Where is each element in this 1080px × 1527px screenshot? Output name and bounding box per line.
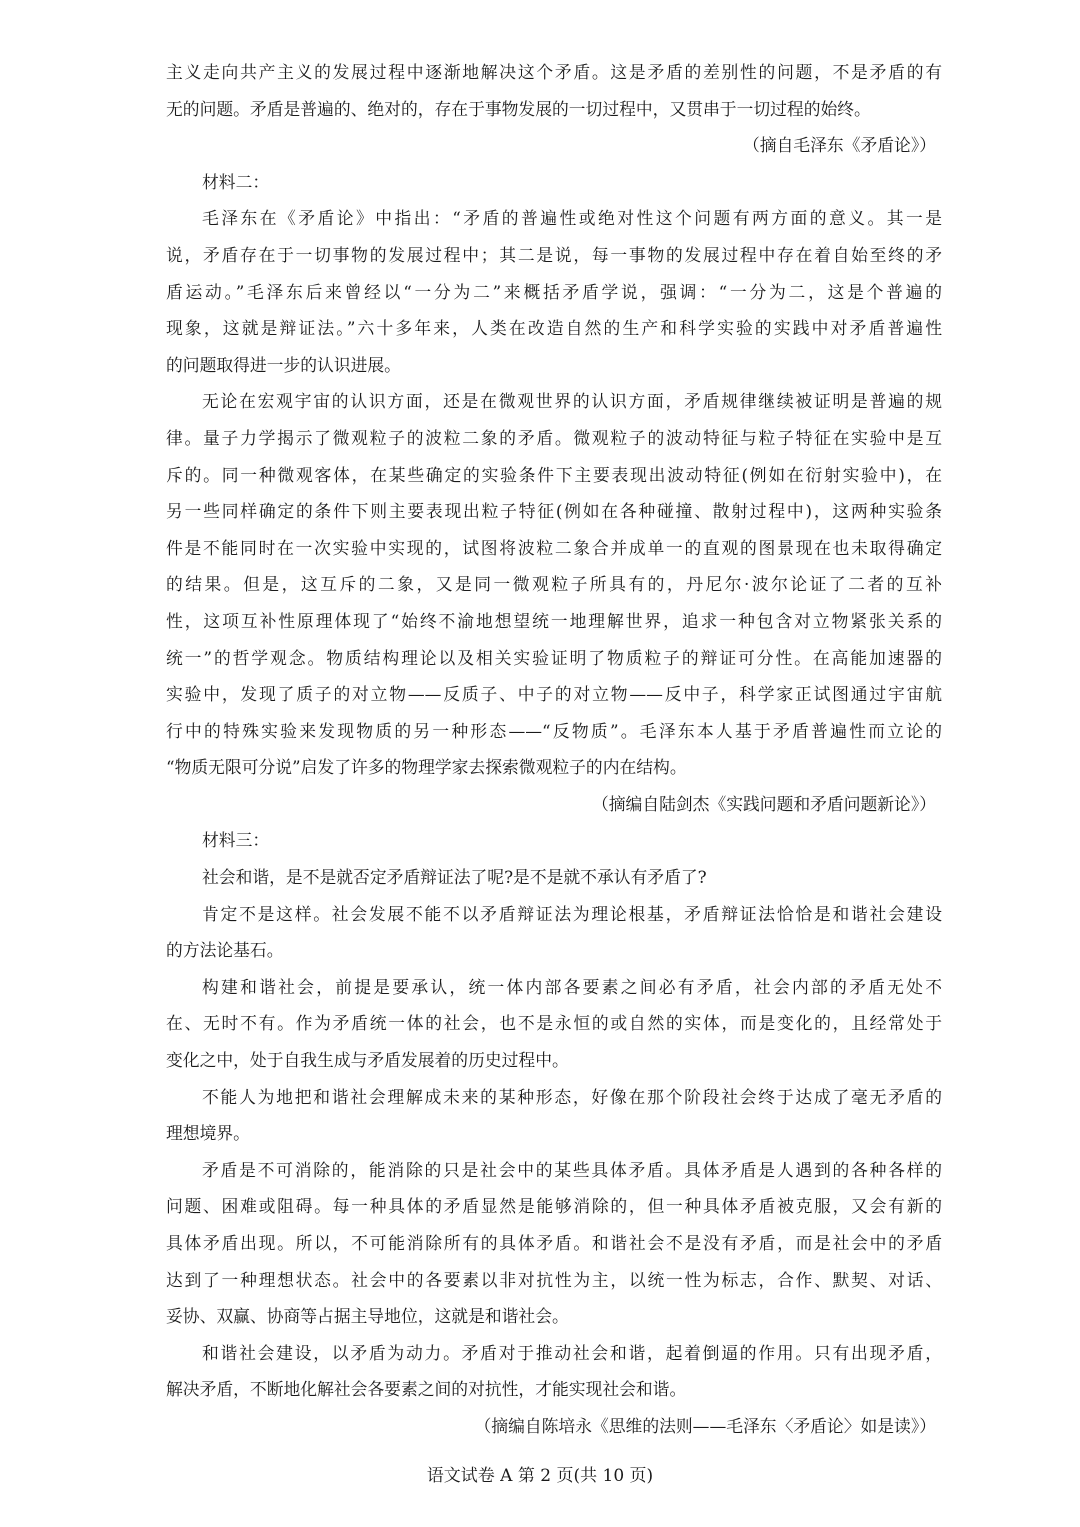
text-line: 行中的特殊实验来发现物质的另一种形态——“反物质”。毛泽东本人基于矛盾普遍性而立论的 (166, 720, 942, 741)
text-line: 性，这项互补性原理体现了“始终不渝地想望统一地理解世界，追求一种包含对立物紧张关系的 (166, 610, 942, 631)
text-line: 和谐社会建设，以矛盾为动力。矛盾对于推动社会和谐，起着倒逼的作用。只有出现矛盾， (202, 1342, 942, 1363)
text-line: 在、无时不有。作为矛盾统一体的社会，也不是永恒的或自然的实体，而是变化的，且经常处于 (166, 1013, 942, 1034)
page-footer: 语文试卷 A 第 2 页(共 10 页) (426, 1466, 654, 1486)
text-line: 无的问题。矛盾是普遍的、绝对的，存在于事物发展的一切过程中，又贯串于一切过程的始终。 (166, 98, 871, 119)
material-heading: 材料二： (202, 171, 270, 192)
material-heading: 材料三： (202, 830, 270, 851)
text-line: 解决矛盾，不断地化解社会各要素之间的对抗性，才能实现社会和谐。 (166, 1379, 687, 1400)
text-line: 斥的。同一种微观客体，在某些确定的实验条件下主要表现出波动特征(例如在衍射实验中)，在 (166, 464, 942, 485)
text-line: 统一”的哲学观念。物质结构理论以及相关实验证明了物质粒子的辩证可分性。在高能加速器的 (166, 647, 942, 668)
text-line: 肯定不是这样。社会发展不能不以矛盾辩证法为理论根基，矛盾辩证法恰恰是和谐社会建设 (202, 903, 942, 924)
text-line: 说，矛盾存在于一切事物的发展过程中；其二是说，每一事物的发展过程中存在着自始至终的矛 (166, 244, 942, 265)
text-line: 盾运动。”毛泽东后来曾经以“一分为二”来概括矛盾学说，强调：“一分为二，这是个普遍的 (166, 281, 942, 302)
text-line: “物质无限可分说”启发了许多的物理学家去探索微观粒子的内在结构。 (166, 757, 687, 778)
text-line: 变化之中，处于自我生成与矛盾发展着的历史过程中。 (166, 1050, 569, 1071)
source-citation: （摘编自陆剑杰《实践问题和矛盾问题新论》） (591, 793, 936, 814)
text-line: 主义走向共产主义的发展过程中逐渐地解决这个矛盾。这是矛盾的差别性的问题，不是矛盾的有 (166, 62, 942, 82)
text-line: 理想境界。 (166, 1123, 250, 1144)
text-line: 件是不能同时在一次实验中实现的，试图将波粒二象合并成单一的直观的图景现在也未取得确定 (166, 537, 942, 558)
text-line: 社会和谐，是不是就否定矛盾辩证法了呢?是不是就不承认有矛盾了? (202, 867, 707, 888)
text-line: 具体矛盾出现。所以，不可能消除所有的具体矛盾。和谐社会不是没有矛盾，而是社会中的矛盾 (166, 1233, 942, 1253)
text-line: 律。量子力学揭示了微观粒子的波粒二象的矛盾。微观粒子的波动特征与粒子特征在实验中是互 (166, 427, 942, 448)
text-line: 实验中，发现了质子的对立物——反质子、中子的对立物——反中子，科学家正试图通过宇宙航 (166, 684, 942, 705)
text-line: 现象，这就是辩证法。”六十多年来，人类在改造自然的生产和科学实验的实践中对矛盾普遍性 (166, 318, 942, 339)
source-citation: （摘自毛泽东《矛盾论》） (743, 135, 936, 156)
text-line: 妥协、双赢、协商等占据主导地位，这就是和谐社会。 (166, 1306, 569, 1327)
exam-page-body (166, 54, 942, 1445)
text-line: 不能人为地把和谐社会理解成未来的某种形态，好像在那个阶段社会终于达成了毫无矛盾的 (202, 1086, 942, 1107)
text-line: 矛盾是不可消除的，能消除的只是社会中的某些具体矛盾。具体矛盾是人遇到的各种各样的 (202, 1159, 942, 1180)
text-line: 达到了一种理想状态。社会中的各要素以非对抗性为主，以统一性为标志，合作、默契、对话、 (166, 1269, 942, 1290)
text-line: 的结果。但是，这互斥的二象，又是同一微观粒子所具有的，丹尼尔·波尔论证了二者的互补 (166, 574, 942, 595)
source-citation: （摘编自陈培永《思维的法则——毛泽东〈矛盾论〉如是读》） (474, 1415, 936, 1436)
text-line: 构建和谐社会，前提是要承认，统一体内部各要素之间必有矛盾，社会内部的矛盾无处不 (202, 976, 942, 997)
text-line: 毛泽东在《矛盾论》中指出：“矛盾的普遍性或绝对性这个问题有两方面的意义。其一是 (202, 208, 942, 229)
text-line: 另一些同样确定的条件下则主要表现出粒子特征(例如在各种碰撞、散射过程中)，这两种实验条 (166, 501, 942, 522)
text-line: 的方法论基石。 (166, 940, 284, 961)
text-line: 无论在宏观宇宙的认识方面，还是在微观世界的认识方面，矛盾规律继续被证明是普遍的规 (202, 391, 942, 412)
text-line: 的问题取得进一步的认识进展。 (166, 354, 401, 375)
text-line: 问题、困难或阻碍。每一种具体的矛盾显然是能够消除的，但一种具体矛盾被克服，又会有新的 (166, 1196, 942, 1217)
